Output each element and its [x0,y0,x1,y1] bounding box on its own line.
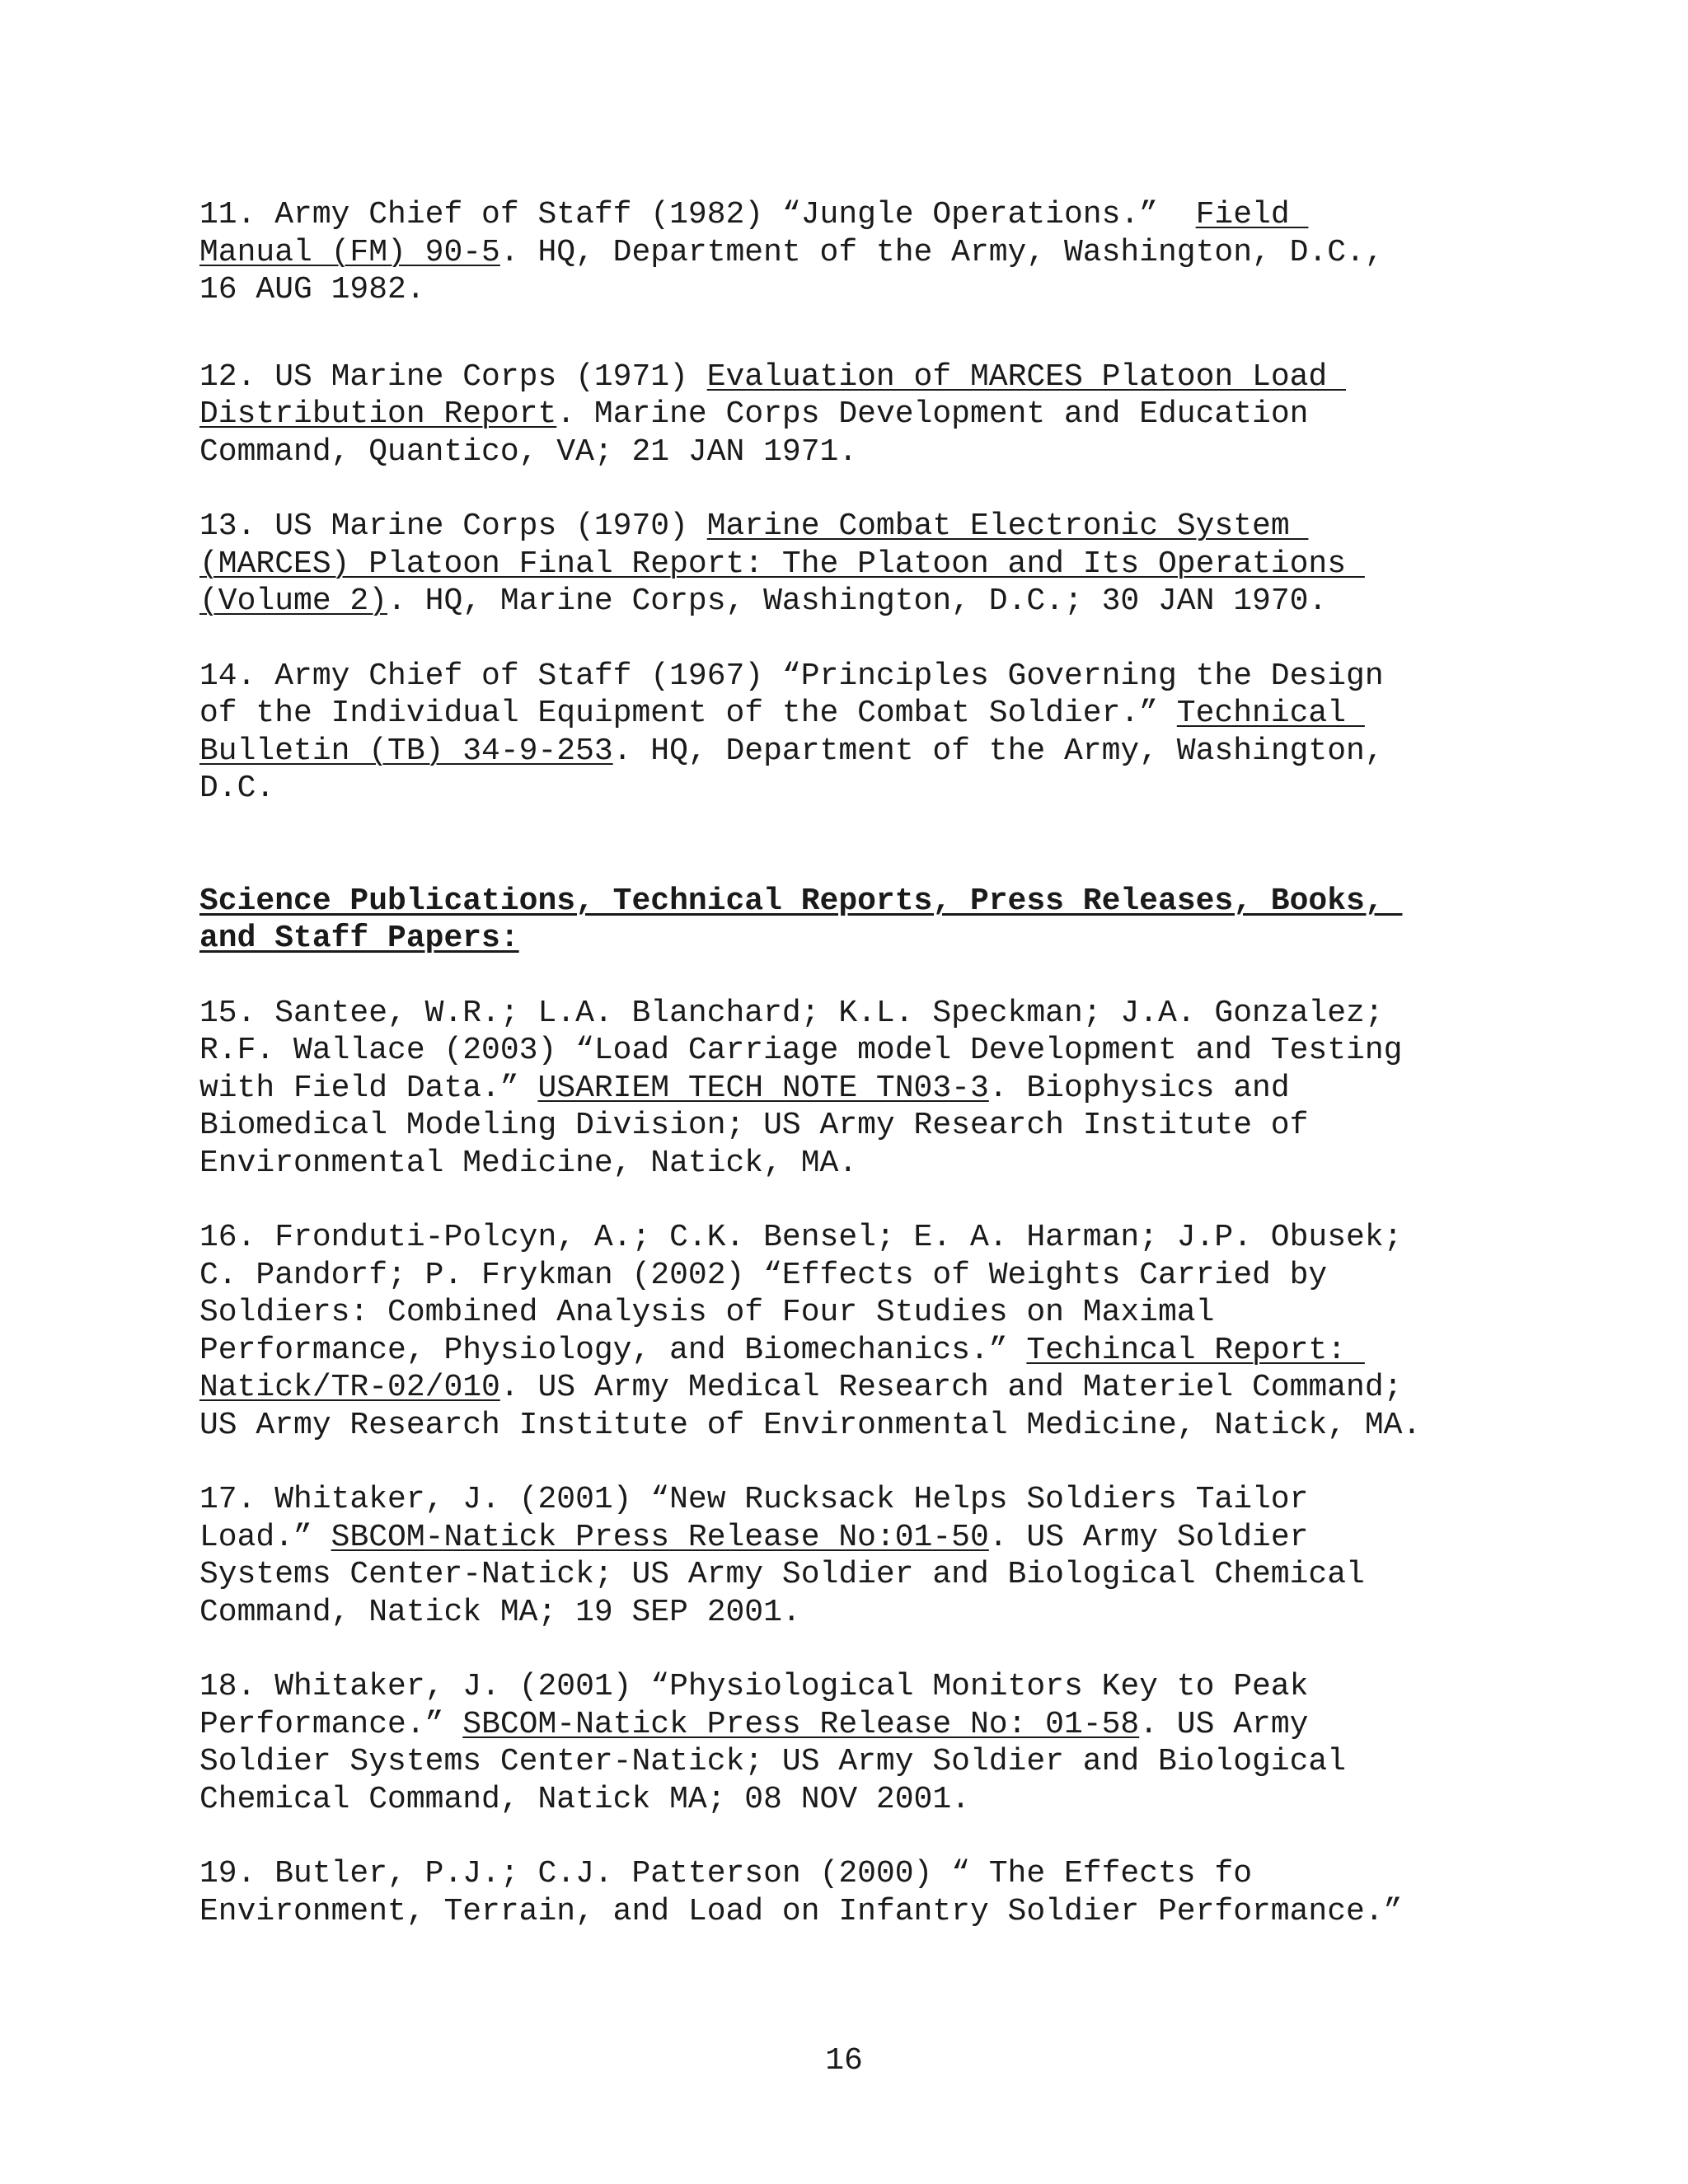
ref-title-link: USARIEM TECH NOTE TN03-3 [537,1070,989,1106]
ref-title-link: Distribution Report [199,396,557,432]
ref-title-link: Manual (FM) 90-5 [199,234,500,270]
ref-text: D.C. [199,771,275,806]
ref-text: Command, Natick MA; 19 SEP 2001. [199,1594,801,1630]
reference-19 [199,1855,1518,1930]
ref-title-link: SBCOM-Natick Press Release No: 01-58 [462,1706,1140,1742]
ref-title-link: (Volume 2) [199,583,388,619]
reference-12 [199,359,1518,471]
ref-text: . HQ, Department of the Army, Washington, D.C., [499,234,1384,270]
section-heading [199,883,1518,958]
ref-text: Performance.” [199,1706,463,1742]
ref-text: Soldiers: Combined Analysis of Four Studies on Maximal [199,1295,1215,1330]
ref-text: . US Army Soldier [988,1519,1309,1555]
ref-title-link: Techincal Report: [1026,1332,1365,1368]
ref-text: . Marine Corps Development and Education [556,396,1309,432]
ref-text: . HQ, Marine Corps, Washington, D.C.; 30 JAN 1970. [387,583,1328,619]
page-number: 16 [825,2043,863,2079]
ref-text: Command, Quantico, VA; 21 JAN 1971. [199,434,858,470]
ref-title-link: Natick/TR-02/010 [199,1370,500,1405]
ref-text: . US Army Medical Research and Materiel Command; [499,1370,1403,1405]
ref-text: . Biophysics and [988,1070,1290,1106]
ref-text: 12. US Marine Corps (1971) [199,359,707,395]
ref-text: Environment, Terrain, and Load on Infantry Soldier Performance.” [199,1893,1403,1929]
ref-text: Biomedical Modeling Division; US Army Research Institute of [199,1108,1309,1143]
ref-text: Performance, Physiology, and Biomechanics.” [199,1332,1027,1368]
ref-text: 16. Fronduti-Polcyn, A.; C.K. Bensel; E. A. Harman; J.P. Obusek; [199,1220,1403,1255]
ref-text: 16 AUG 1982. [199,272,425,307]
ref-text: Systems Center-Natick; US Army Soldier and Biological Chemical [199,1557,1365,1592]
ref-text: 19. Butler, P.J.; C.J. Patterson (2000) “ The Effects fo [199,1856,1253,1891]
reference-13 [199,508,1518,621]
ref-title-link: Field [1195,197,1309,232]
ref-text: 17. Whitaker, J. (2001) “New Rucksack Helps Soldiers Tailor [199,1482,1309,1517]
ref-text: 13. US Marine Corps (1970) [199,509,707,544]
ref-title-link: SBCOM-Natick Press Release No:01-50 [331,1519,989,1555]
reference-11 [199,196,1518,309]
ref-text: Load.” [199,1519,331,1555]
ref-text: with Field Data.” [199,1070,538,1106]
ref-text: 14. Army Chief of Staff (1967) “Principles Governing the Design [199,658,1384,694]
ref-title-link: (MARCES) Platoon Final Report: The Platoon and Its Operations [199,546,1365,582]
ref-text: of the Individual Equipment of the Combat Soldier.” [199,696,1177,731]
reference-17 [199,1481,1518,1631]
section-heading-line: Science Publications, Technical Reports, Press Releases, Books, [199,883,1403,919]
ref-title-link: Marine Combat Electronic System [706,509,1309,544]
ref-text: Environmental Medicine, Natick, MA. [199,1145,858,1181]
ref-text: 11. Army Chief of Staff (1982) “Jungle Operations.” [199,197,1196,232]
reference-18 [199,1668,1518,1818]
ref-text: Soldier Systems Center-Natick; US Army Soldier and Biological [199,1744,1347,1779]
ref-title-link: Technical [1176,696,1365,731]
ref-text: US Army Research Institute of Environmental Medicine, Natick, MA. [199,1407,1422,1443]
ref-text: . US Army [1139,1706,1309,1742]
ref-text: C. Pandorf; P. Frykman (2002) “Effects of Weights Carried by [199,1257,1328,1293]
reference-16 [199,1219,1518,1444]
ref-text: R.F. Wallace (2003) “Load Carriage model Development and Testing [199,1033,1403,1068]
reference-14 [199,658,1518,808]
reference-15 [199,995,1518,1183]
ref-title-link: Bulletin (TB) 34-9-253 [199,733,613,769]
ref-text: 18. Whitaker, J. (2001) “Physiological Monitors Key to Peak [199,1669,1309,1704]
section-heading-line: and Staff Papers: [199,921,519,956]
ref-text: 15. Santee, W.R.; L.A. Blanchard; K.L. Speckman; J.A. Gonzalez; [199,995,1384,1031]
reference-list [199,196,1518,1930]
ref-text: . HQ, Department of the Army, Washington, [612,733,1384,769]
ref-text: Chemical Command, Natick MA; 08 NOV 2001. [199,1781,970,1817]
ref-title-link: Evaluation of MARCES Platoon Load [706,359,1347,395]
